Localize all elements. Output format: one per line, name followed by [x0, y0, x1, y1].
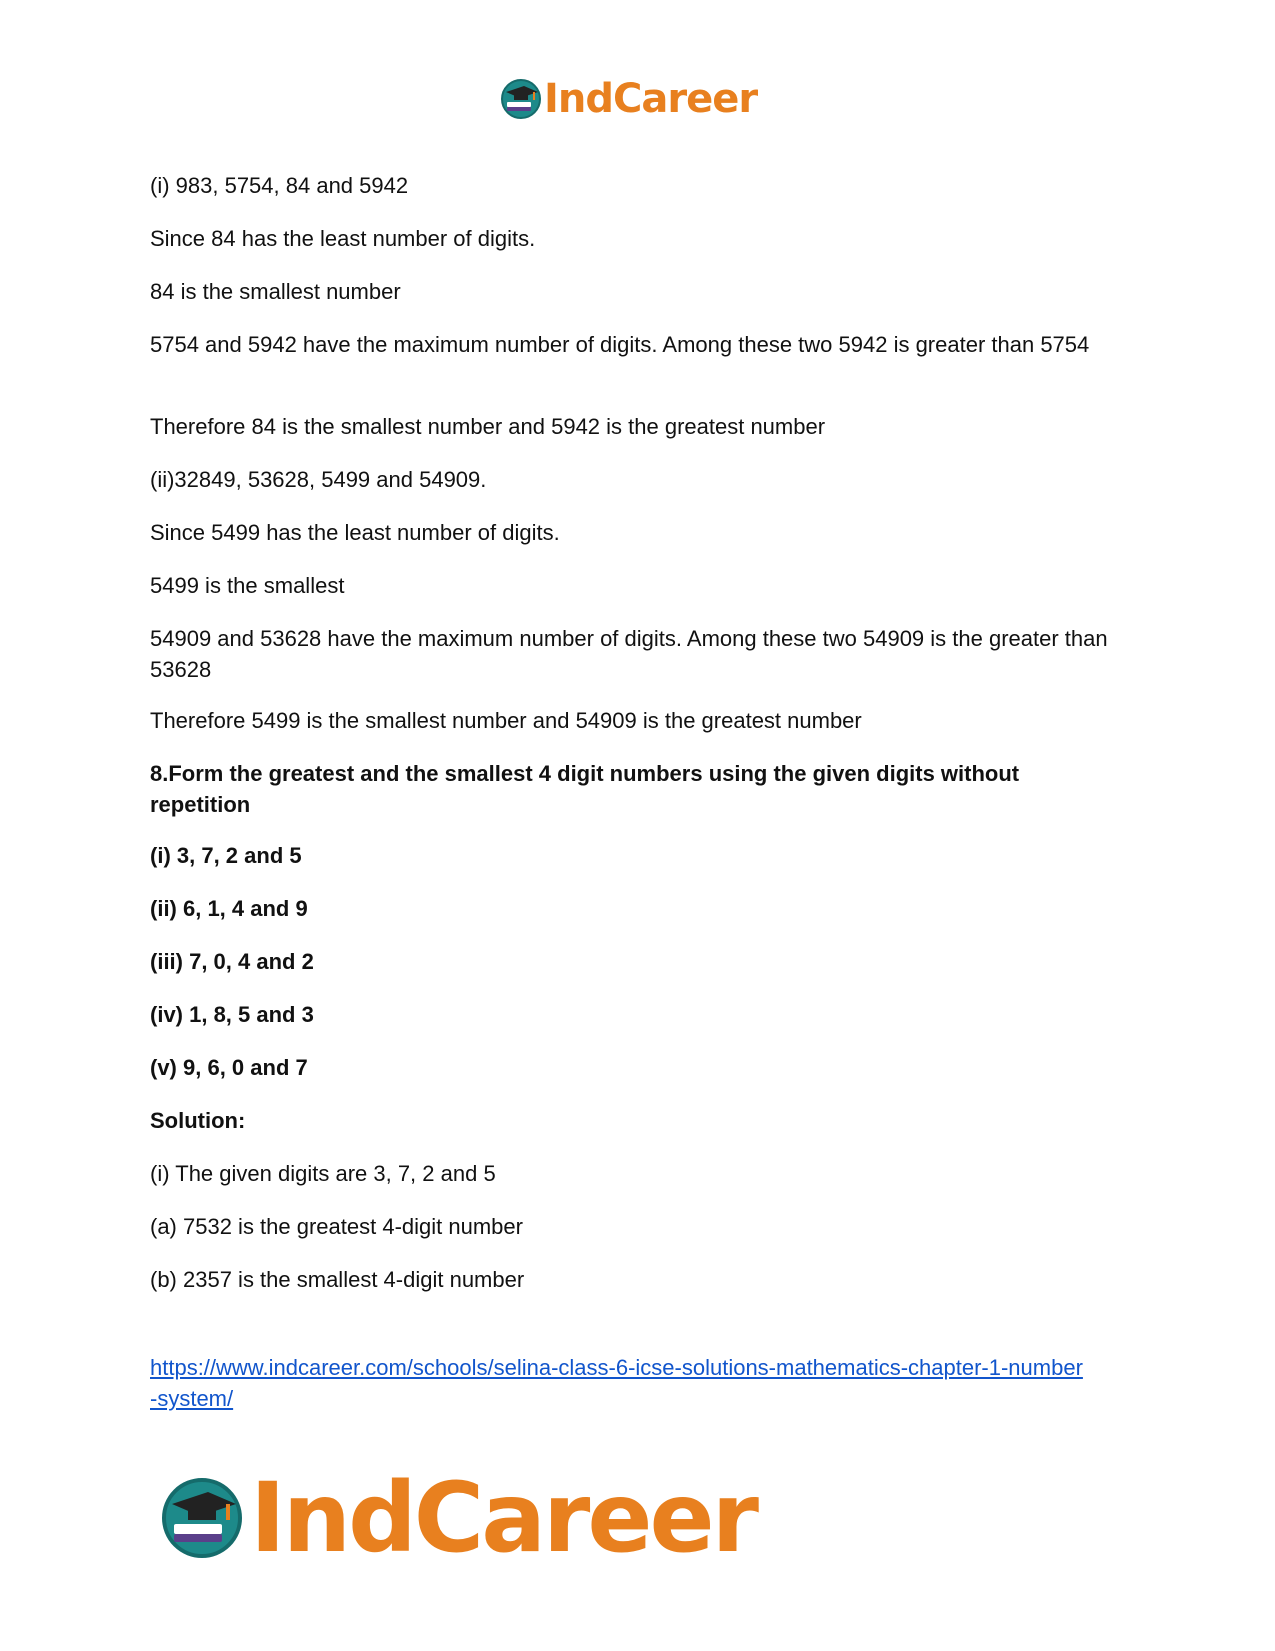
graduation-cap-book-icon	[160, 1476, 244, 1560]
answer-line: Therefore 5499 is the smallest number and 54909 is the greatest number	[150, 708, 862, 733]
question-heading: 8.Form the greatest and the smallest 4 digit numbers using the given digits without repetition	[150, 761, 1020, 817]
question-item: (ii) 6, 1, 4 and 9	[150, 896, 308, 921]
solution-label: Solution:	[150, 1108, 246, 1133]
question-item: (iv) 1, 8, 5 and 3	[150, 1002, 314, 1027]
answer-line: (ii)32849, 53628, 5499 and 54909.	[150, 467, 487, 492]
solution-line: (i) The given digits are 3, 7, 2 and 5	[150, 1161, 496, 1186]
question-item: (i) 3, 7, 2 and 5	[150, 843, 302, 868]
answer-line: 84 is the smallest number	[150, 279, 401, 304]
header-logo	[500, 76, 757, 122]
answer-line: Since 84 has the least number of digits.	[150, 226, 536, 251]
answer-line: 5499 is the smallest	[150, 573, 345, 598]
source-link-line2[interactable]: -system/	[150, 1386, 234, 1411]
question-item: (v) 9, 6, 0 and 7	[150, 1055, 308, 1080]
graduation-cap-book-icon	[500, 78, 542, 120]
answer-line: Since 5499 has the least number of digits.	[150, 520, 560, 545]
logo-wordmark: IndCareer	[250, 1462, 756, 1574]
source-link-line1[interactable]: https://www.indcareer.com/schools/selina-class-6-icse-solutions-mathematics-chapter-1-number	[150, 1355, 1083, 1380]
solution-line: (a) 7532 is the greatest 4-digit number	[150, 1214, 523, 1239]
answer-line: (i) 983, 5754, 84 and 5942	[150, 173, 409, 198]
logo-wordmark: IndCareer	[544, 76, 758, 122]
answer-line: Therefore 84 is the smallest number and 5942 is the greatest number	[150, 414, 826, 439]
solution-line: (b) 2357 is the smallest 4-digit number	[150, 1267, 525, 1292]
footer-logo	[160, 1462, 756, 1574]
answer-line: 54909 and 53628 have the maximum number of digits. Among these two 54909 is the greater than 53628	[150, 626, 1108, 682]
question-item: (iii) 7, 0, 4 and 2	[150, 949, 314, 974]
answer-line: 5754 and 5942 have the maximum number of digits. Among these two 5942 is greater than 5754	[150, 332, 1090, 357]
source-link[interactable]	[150, 1352, 1125, 1414]
